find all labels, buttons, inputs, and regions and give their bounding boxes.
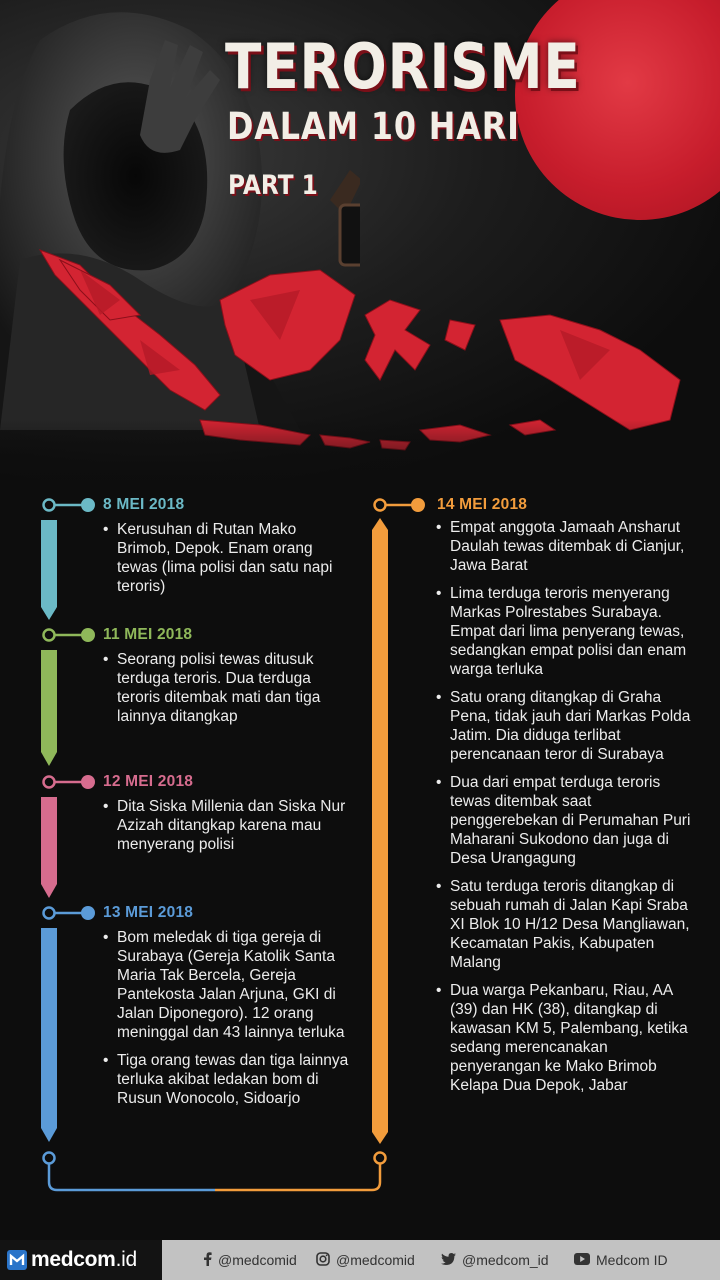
twitter-handle: @medcom_id	[462, 1252, 549, 1268]
entry-date: 12 MEI 2018	[103, 773, 194, 790]
bottom-fade	[0, 420, 720, 480]
entry-item: • Dua dari empat terduga teroris tewas ditembak saat penggerebekan di Perumahan Puri Maharani Sukodono dan juga di Desa Urangagung	[436, 773, 698, 868]
timeline	[0, 480, 720, 1200]
entry-items	[103, 797, 353, 863]
entry-item: • Seorang polisi tewas ditusuk terduga teroris. Dua terduga teroris ditembak mati dan tiga lainnya ditangkap	[103, 650, 353, 726]
entry-items	[103, 650, 353, 735]
social-instagram[interactable]	[316, 1240, 415, 1280]
entry-items	[103, 928, 353, 1117]
entry-item: • Bom meledak di tiga gereja di Surabaya (Gereja Katolik Santa Maria Tak Bercela, Gereja Pantekosta Jalan Arjuna, GKI di Jalan Diponegoro). 12 orang meninggal dan 43 lainnya terluka	[103, 928, 353, 1042]
facebook-icon	[203, 1252, 212, 1269]
instagram-icon	[316, 1252, 330, 1269]
brand-suffix: .id	[115, 1248, 137, 1271]
social-facebook[interactable]	[203, 1240, 297, 1280]
rail-14-mei	[372, 498, 425, 1164]
entry-item: • Satu orang ditangkap di Graha Pena, tidak jauh dari Markas Polda Jatim. Dia diduga terlibat perencanaan teror di Surabaya	[436, 688, 698, 764]
title-main: TERORISME	[225, 30, 581, 103]
entry-item: • Empat anggota Jamaah Ansharut Daulah tewas ditembak di Cianjur, Jawa Barat	[436, 518, 698, 575]
entry-items	[436, 518, 698, 1104]
entry-item: • Satu terduga teroris ditangkap di sebuah rumah di Jalan Kapi Sraba XI Blok 10 H/12 Desa Mangliawan, Kecamatan Pakis, Kabupaten Malang	[436, 877, 698, 972]
footer-bar	[0, 1240, 720, 1280]
social-twitter[interactable]	[441, 1240, 549, 1280]
youtube-channel: Medcom ID	[596, 1252, 668, 1268]
entry-date: 14 MEI 2018	[437, 496, 528, 513]
rail-8-mei	[41, 498, 95, 620]
youtube-icon	[574, 1252, 590, 1268]
entry-item: • Tiga orang tewas dan tiga lainnya terluka akibat ledakan bom di Rusun Wonocolo, Sidoarjo	[103, 1051, 353, 1108]
medcom-mark-icon	[7, 1250, 27, 1270]
title-part: PART 1	[228, 170, 318, 201]
entry-date: 13 MEI 2018	[103, 904, 194, 921]
rail-12-mei	[41, 775, 95, 898]
brand-name	[31, 1248, 137, 1272]
entry-date: 11 MEI 2018	[103, 626, 193, 643]
instagram-handle: @medcomid	[336, 1252, 415, 1268]
entry-items	[103, 520, 353, 605]
facebook-handle: @medcomid	[218, 1252, 297, 1268]
entry-date: 8 MEI 2018	[103, 496, 185, 513]
social-youtube[interactable]	[574, 1240, 668, 1280]
medcom-logo[interactable]	[0, 1240, 162, 1280]
rail-13-mei	[41, 906, 95, 1164]
twitter-icon	[441, 1252, 456, 1268]
entry-item: • Lima terduga teroris menyerang Markas Polrestabes Surabaya. Empat dari lima penyerang tewas, sedangkan empat polisi dan enam warga terluka	[436, 584, 698, 679]
entry-item: • Kerusuhan di Rutan Mako Brimob, Depok. Enam orang tewas (lima polisi dan satu napi teroris)	[103, 520, 353, 596]
brand-main: medcom	[31, 1248, 116, 1271]
entry-item: • Dua warga Pekanbaru, Riau, AA (39) dan HK (38), ditangkap di kawasan KM 5, Palembang, ketika sedang merencanakan penyerangan ke Mako Brimob Kelapa Dua Depok, Jabar	[436, 981, 698, 1095]
rail-11-mei	[41, 628, 95, 766]
title-subtitle: DALAM 10 HARI	[227, 105, 520, 148]
entry-item: • Dita Siska Millenia dan Siska Nur Azizah ditangkap karena mau menyerang polisi	[103, 797, 353, 854]
hero-banner	[0, 0, 720, 480]
